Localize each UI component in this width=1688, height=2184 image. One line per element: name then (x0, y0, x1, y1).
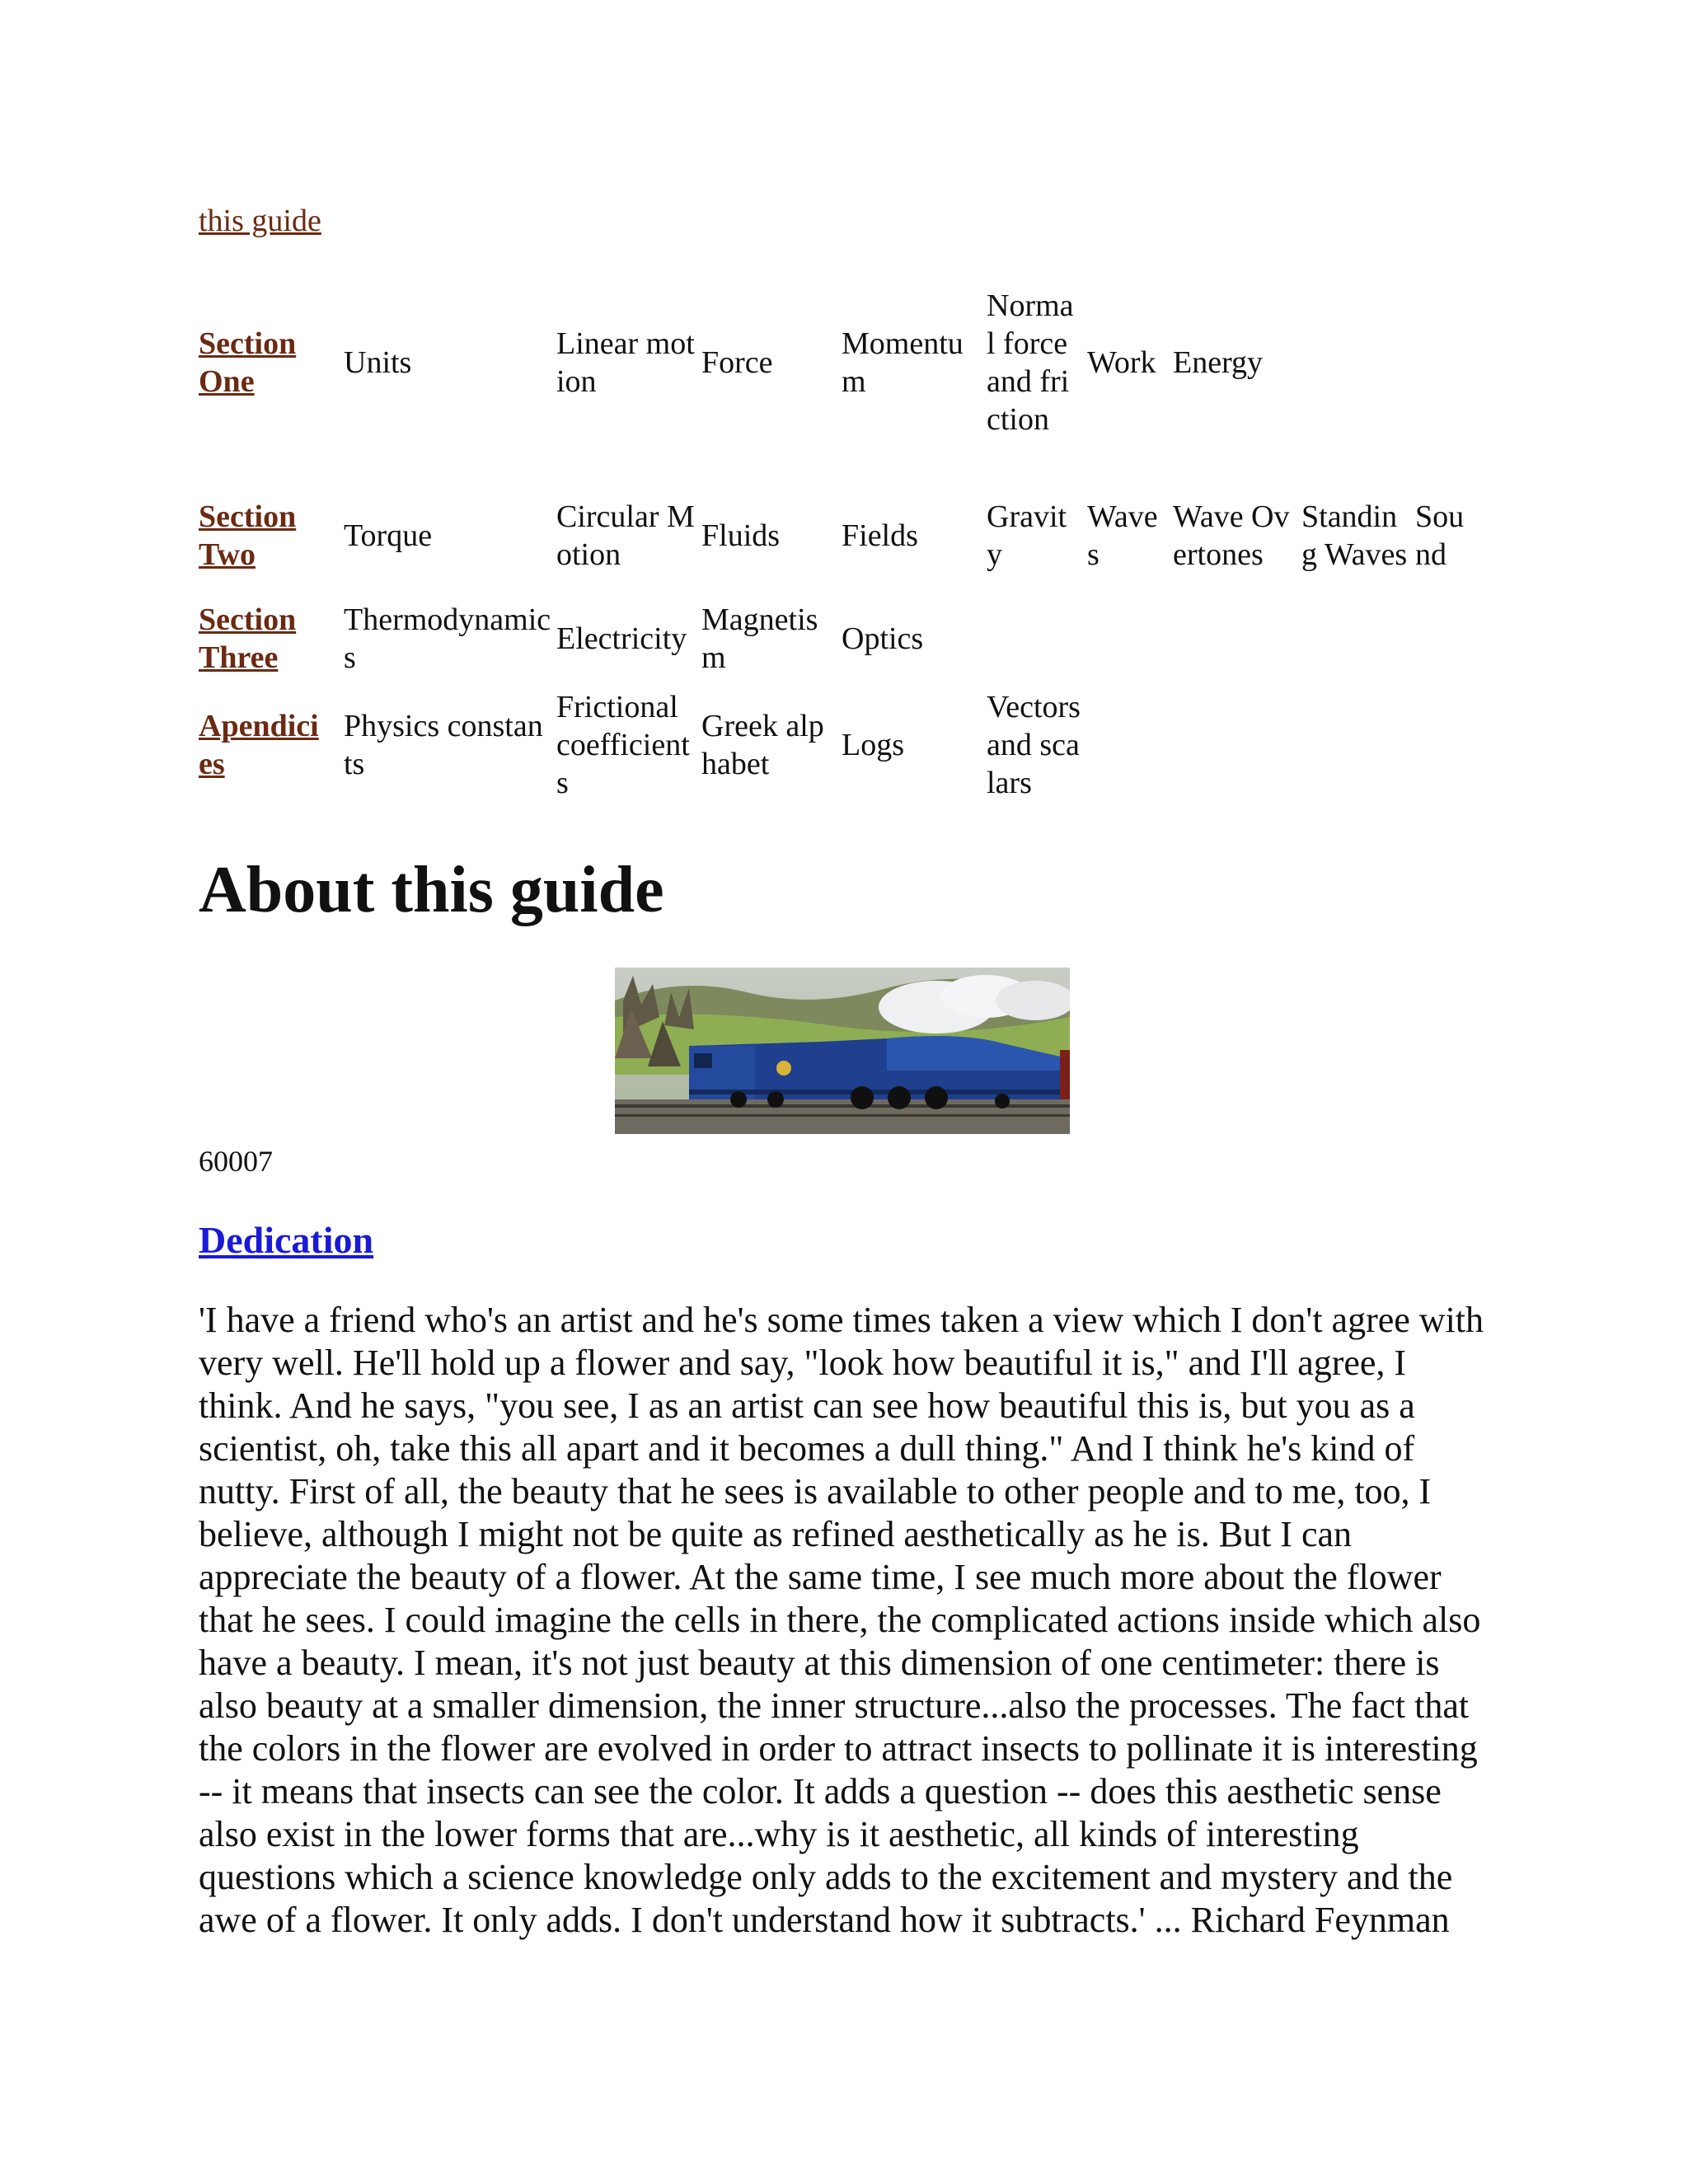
page-title: About this guide (199, 854, 664, 926)
toc-cell[interactable]: Momentum (842, 326, 964, 399)
toc-cell[interactable]: Frictional coefficients (556, 690, 690, 800)
toc-cell (1415, 247, 1484, 478)
toc-cell[interactable]: Energy (1173, 345, 1264, 380)
this-guide-link[interactable]: this guide (199, 204, 321, 238)
toc-cell (1087, 593, 1173, 684)
toc-cell[interactable]: Thermodynamics (344, 602, 551, 675)
toc-cell[interactable]: Gravity (987, 499, 1067, 572)
dedication-link[interactable]: Dedication (199, 1219, 374, 1261)
toc-cell[interactable]: Vectors and scalars (987, 690, 1081, 800)
toc-cell (1415, 684, 1484, 806)
locomotive-photo (615, 968, 1070, 1134)
toc-cell[interactable]: Normal force and friction (987, 288, 1074, 437)
toc-cell[interactable]: Logs (842, 728, 904, 762)
toc-cell (1173, 684, 1301, 806)
toc-cell[interactable]: Wave Overtones (1173, 499, 1290, 572)
toc-cell (1301, 593, 1415, 684)
toc-cell (1301, 247, 1415, 478)
toc-cell[interactable]: Circular Motion (556, 499, 695, 572)
appendices-link[interactable]: Apendici es (199, 709, 319, 781)
feynman-quote: 'I have a friend who's an artist and he's some times taken a view which I don't agree with very well. He'll hold up a flower and say, "look how beautiful it is," and I'll agree, I think. And he says, "you see, I as an artist can see how beautiful this is, but you as a scientist, oh, take this all apart and it becomes a dull thing." And I think he's kind of nutty. First of all, the beauty that he sees is available to other people and to me, too, I believe, although I might not be quite as refined aesthetically as he is. But I can appreciate the beauty of a flower. At the same time, I see much more about the flower that he sees. I could imagine the cells in there, the complicated actions inside which also have a beauty. I mean, it's not just beauty at this dimension of one centimeter: there is also beauty at a smaller dimension, the inner structure...also the processes. The fact that the colors in the flower are evolved in order to attract insects to pollinate it is interesting -- it means that insects can see the color. It adds a question -- does this aesthetic sense also exist in the lower forms that are...why is it aesthetic, all kinds of interesting questions which a science knowledge only adds to the excitement and mystery and the awe of a flower. It only adds. I don't understand how it subtracts.' ... Richard Feynman (199, 1300, 1484, 1940)
toc-row-section-three (199, 593, 1484, 684)
toc-cell[interactable]: Fields (842, 518, 918, 553)
appendices-cell (199, 684, 344, 806)
toc-cell[interactable]: Electricity (556, 621, 687, 656)
toc-cell (1173, 593, 1301, 684)
toc-cell[interactable]: Units (344, 345, 412, 380)
toc-cell (987, 593, 1087, 684)
toc-row-appendices (199, 684, 1484, 806)
toc-cell (1415, 593, 1484, 684)
toc-table (199, 247, 1484, 806)
toc-cell[interactable]: Standing Waves (1301, 499, 1408, 572)
photo-caption: 60007 (199, 1145, 273, 1178)
section-two-cell (199, 478, 344, 593)
section-one-link[interactable]: Section One (199, 326, 297, 399)
section-one-cell (199, 247, 344, 478)
toc-cell[interactable]: Optics (842, 621, 924, 656)
toc-row-section-two (199, 478, 1484, 593)
section-three-link[interactable]: Section Three (199, 602, 297, 675)
toc-cell[interactable]: Greek alphabet (701, 709, 824, 781)
toc-cell[interactable]: Waves (1087, 499, 1158, 572)
toc-cell[interactable]: Magnetism (701, 602, 818, 675)
toc-cell (1087, 684, 1173, 806)
toc-cell[interactable]: Sound (1415, 499, 1465, 572)
toc-cell[interactable]: Force (701, 345, 773, 380)
toc-cell[interactable]: Physics constants (344, 709, 543, 781)
section-three-cell (199, 593, 344, 684)
toc-cell[interactable]: Torque (344, 518, 433, 553)
toc-row-section-one (199, 247, 1484, 478)
toc-cell[interactable]: Fluids (701, 518, 781, 553)
section-two-link[interactable]: Section Two (199, 499, 297, 572)
toc-cell[interactable]: Work (1087, 345, 1156, 380)
toc-cell[interactable]: Linear motion (556, 326, 695, 399)
toc-cell (1301, 684, 1415, 806)
